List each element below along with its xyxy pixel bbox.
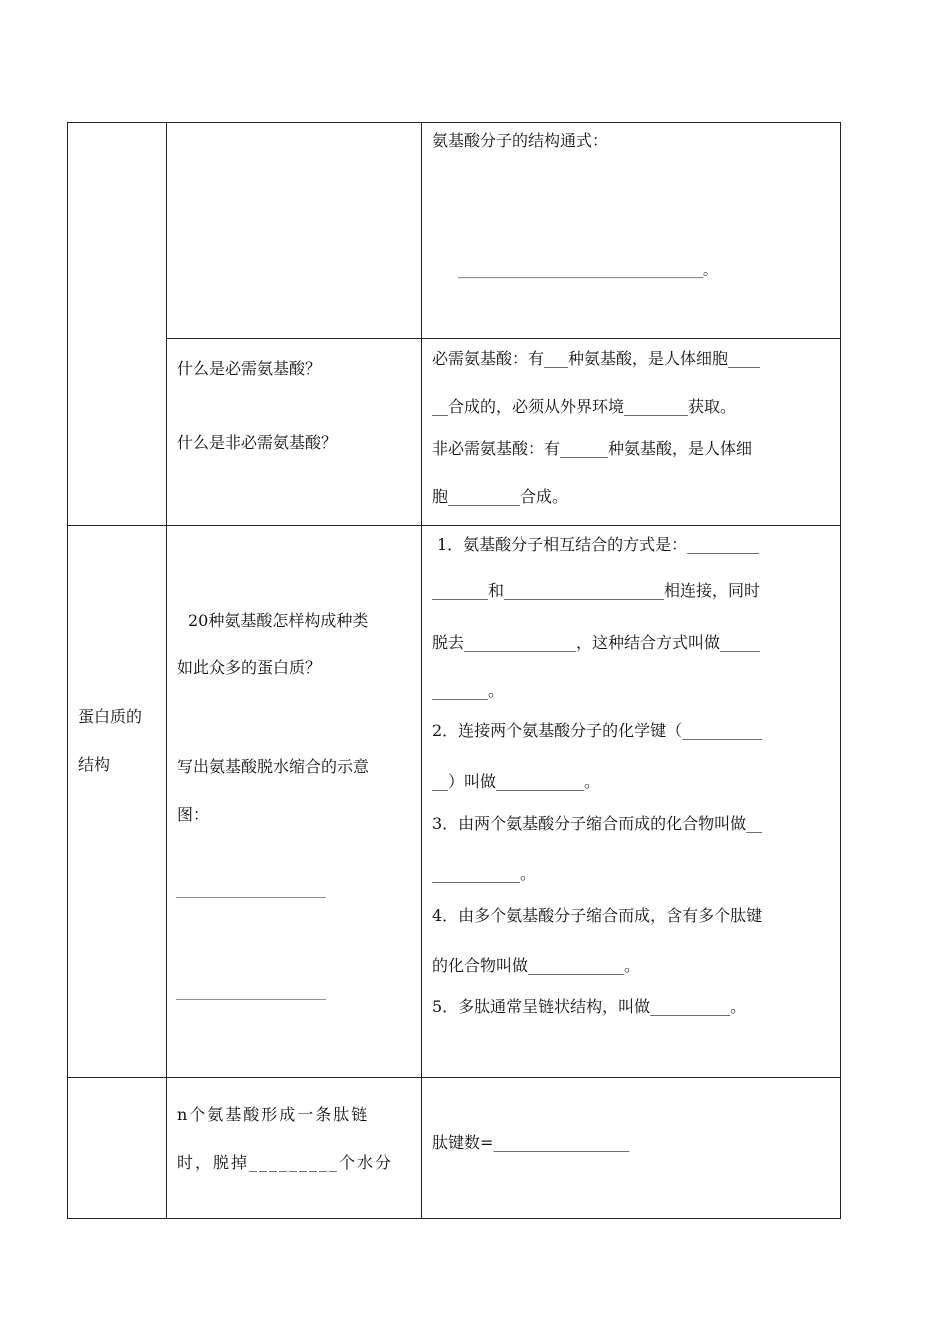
q4-line1: 4．由多个氨基酸分子缩合而成，含有多个肽键 [432,906,763,925]
nonessential-answer-line2: 胞_________合成。 [432,487,569,506]
table-border-right [840,122,841,1219]
q1-line2: _______和____________________相连接，同时 [432,581,761,600]
condensation-prompt-line2: 图： [177,805,210,824]
q5-line1: 5．多肽通常呈链状结构，叫做__________。 [432,997,747,1016]
condensation-blank-2: _________________________ [176,986,326,1000]
nonessential-answer-line1: 非必需氨基酸：有______种氨基酸，是人体细 [432,439,753,458]
column-divider-2 [421,122,422,1219]
q3-line2: ___________。 [432,864,537,883]
q2-line2: __）叫做___________。 [432,772,601,791]
q1-line1: 1．氨基酸分子相互结合的方式是：_________ [437,535,760,554]
structure-formula-blank: ___________________________________。 [458,263,717,279]
protein-question-line1: 20种氨基酸怎样构成种类 [188,611,369,630]
q2-line1: 2．连接两个氨基酸分子的化学键（__________ [432,721,763,740]
row-divider-1 [166,338,841,339]
table-border-left [67,122,68,1219]
essential-answer-line1: 必需氨基酸：有___种氨基酸，是人体细胞____ [432,349,761,368]
row-divider-3 [67,1077,841,1078]
peptide-question-line2: 时，脱掉_________个水分 [177,1153,394,1172]
condensation-prompt-line1: 写出氨基酸脱水缩合的示意 [177,757,370,776]
condensation-blank-1: _________________________ [176,884,326,898]
q1-line4: _______。 [432,681,505,700]
column-divider-1 [166,122,167,1219]
section-label-line1: 蛋白质的 [78,707,143,726]
row-divider-2 [67,525,841,526]
essential-amino-acid-question: 什么是必需氨基酸？ [177,359,322,378]
table-border-top [67,122,841,123]
table-border-bottom [67,1218,841,1219]
nonessential-amino-acid-question: 什么是非必需氨基酸？ [177,433,338,452]
peptide-question-line1: n个氨基酸形成一条肽链 [177,1105,370,1124]
q1-line3: 脱去______________，这种结合方式叫做_____ [432,633,761,652]
protein-question-line2: 如此众多的蛋白质？ [177,658,322,677]
q4-line2: 的化合物叫做____________。 [432,956,641,975]
section-label-line2: 结构 [78,755,111,774]
peptide-bond-count: 肽键数=_________________ [432,1133,630,1152]
q3-line1: 3．由两个氨基酸分子缩合而成的化合物叫做__ [432,814,763,833]
structure-formula-prompt: 氨基酸分子的结构通式： [432,131,609,150]
essential-answer-line2: __合成的，必须从外界环境________获取。 [432,397,737,416]
